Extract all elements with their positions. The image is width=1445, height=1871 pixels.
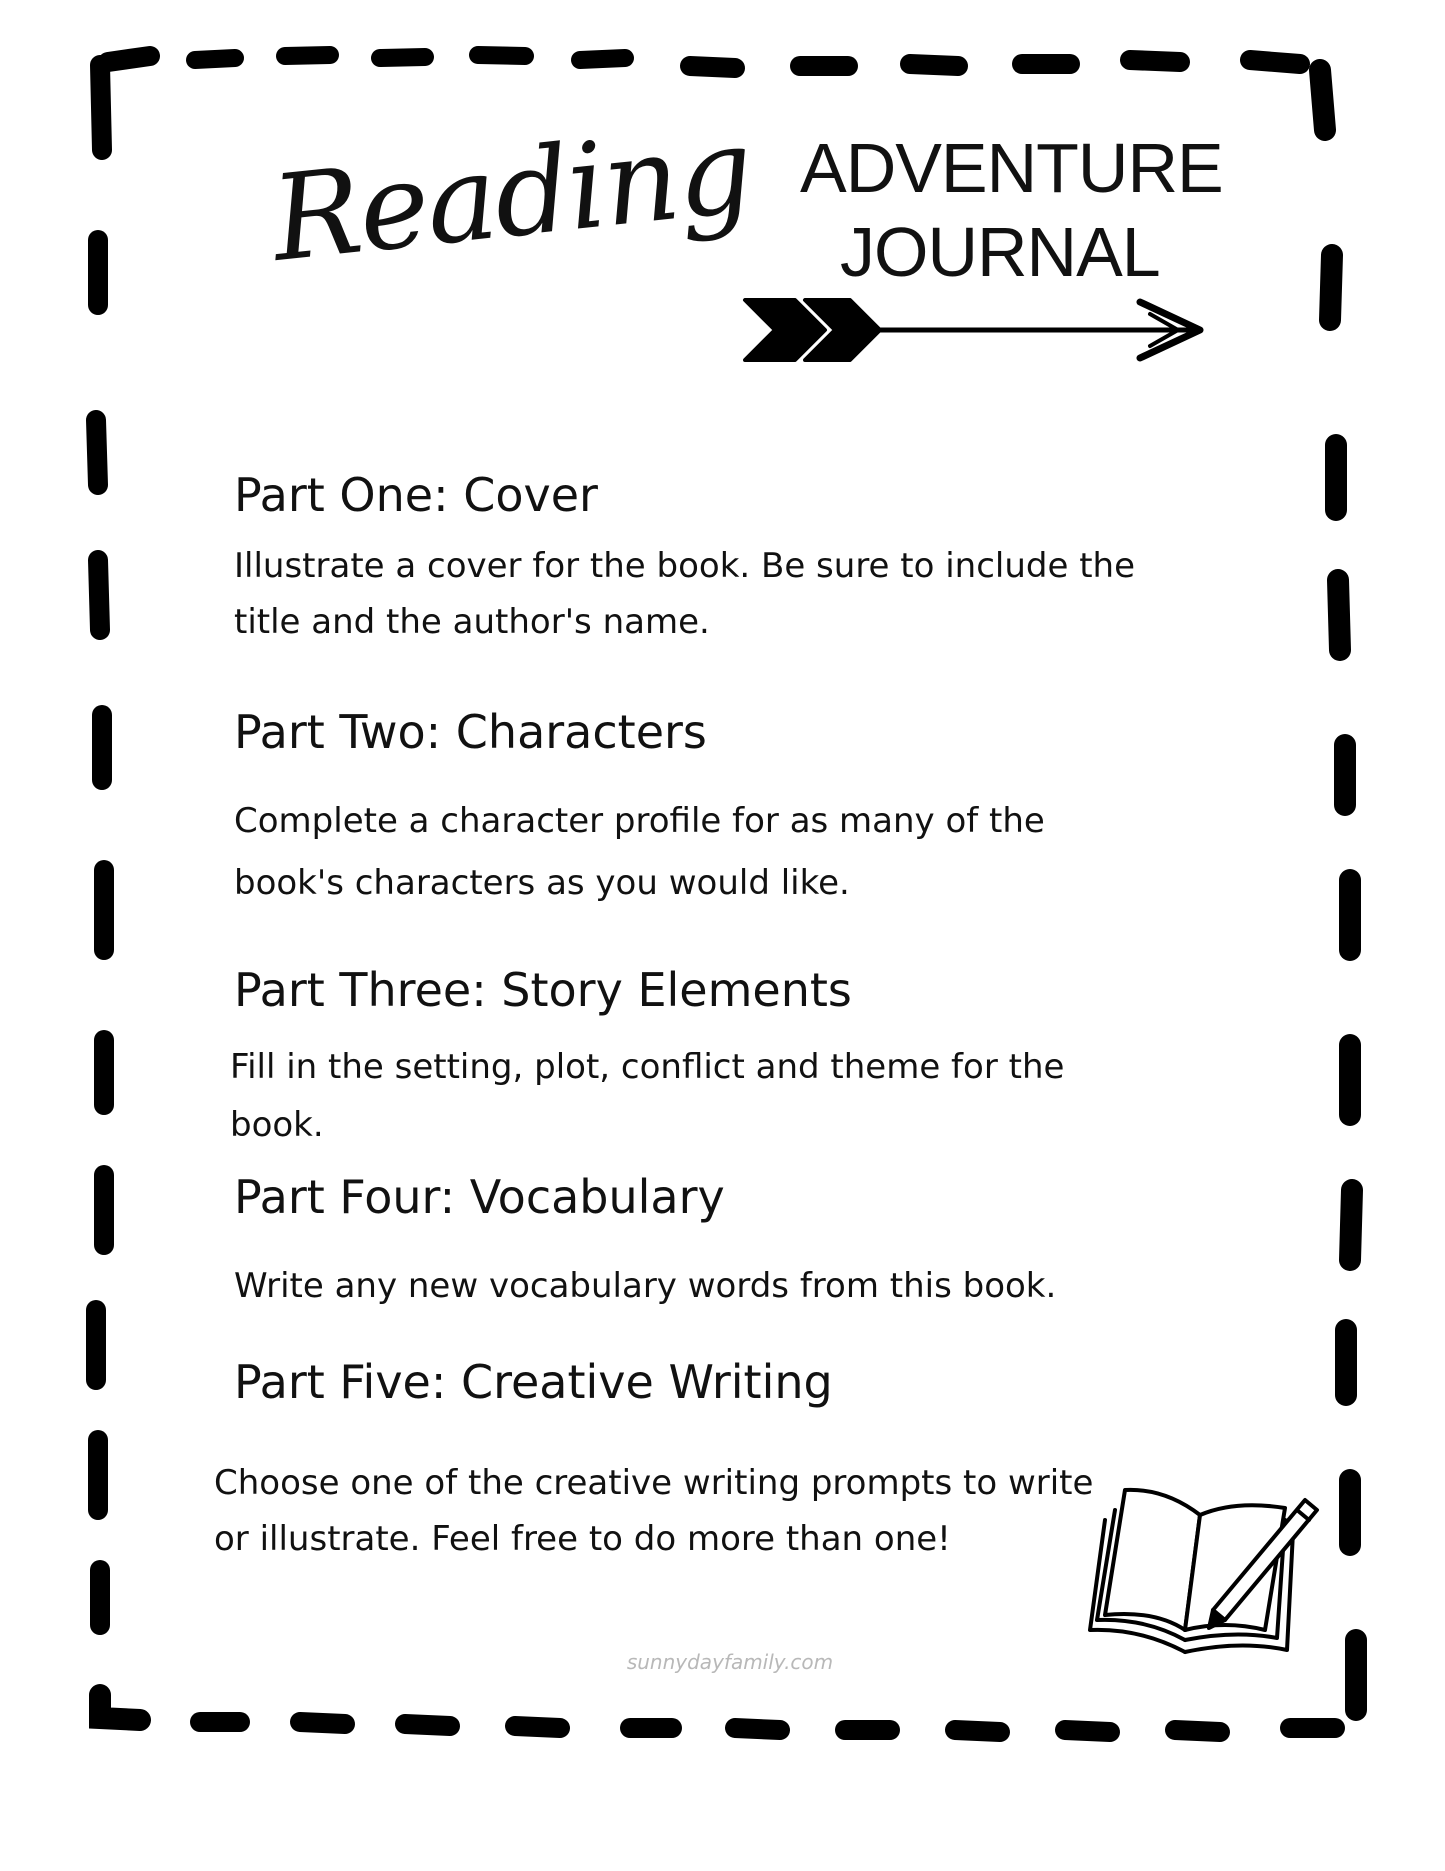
title-line-journal: JOURNAL: [840, 213, 1160, 291]
section-body-vocabulary: Write any new vocabulary words from this book.: [234, 1266, 1057, 1306]
section-heading-cover: Part One: Cover: [234, 468, 598, 522]
section-heading-characters: Part Two: Characters: [234, 705, 707, 759]
arrow-icon: [740, 290, 1210, 370]
section-body-story-elements: Fill in the setting, plot, conflict and theme for the book.: [230, 1047, 1065, 1145]
section-heading-story-elements: Part Three: Story Elements: [234, 963, 852, 1017]
section-heading-creative-writing: Part Five: Creative Writing: [234, 1355, 833, 1409]
section-body-characters: Complete a character profile for as many of the book's characters as you would like.: [234, 801, 1045, 903]
open-book-pencil-icon: [1085, 1480, 1325, 1660]
title-line-adventure: ADVENTURE: [800, 129, 1223, 207]
section-body-creative-writing: Choose one of the creative writing prompts to write or illustrate. Feel free to do more than one!: [214, 1463, 1094, 1559]
section-heading-vocabulary: Part Four: Vocabulary: [234, 1170, 725, 1224]
section-body-cover: Illustrate a cover for the book. Be sure to include the title and the author's name.: [234, 546, 1135, 642]
title-script-word: Reading: [265, 100, 758, 288]
website-watermark: sunnydayfamily.com: [626, 1650, 834, 1674]
